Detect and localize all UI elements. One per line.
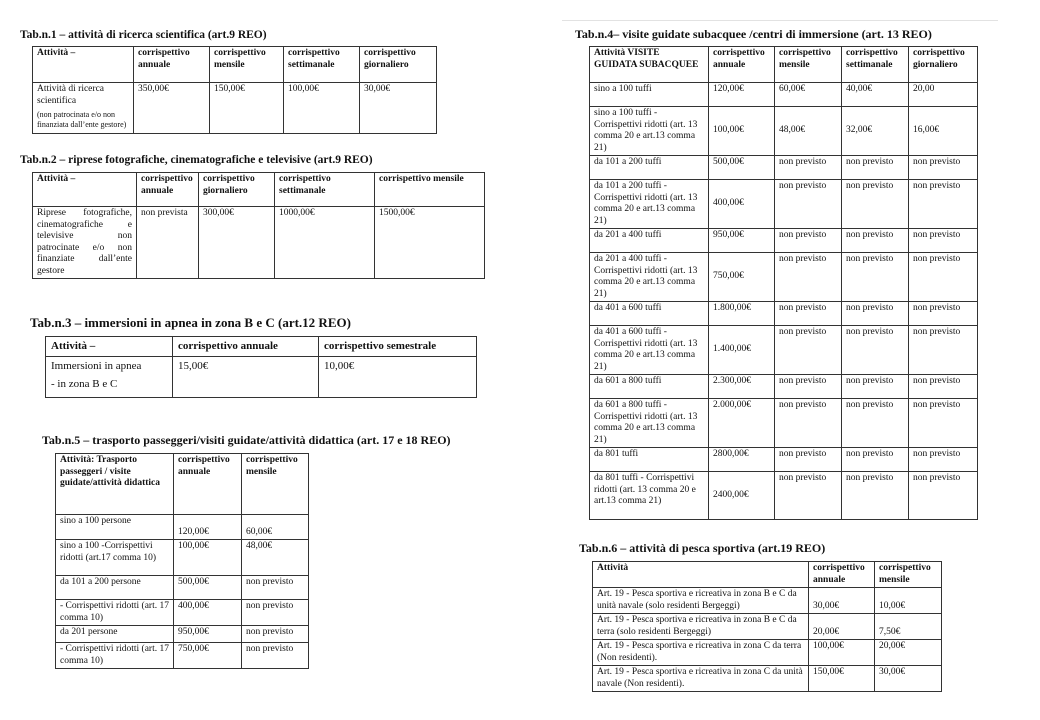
t3-activity-line: - in zona B e C [51, 378, 118, 390]
t6-cell: 30,00€ [875, 666, 942, 692]
t1-value: 30,00€ [360, 83, 437, 134]
t4-row [590, 156, 978, 180]
t2-activity: Riprese fotografiche, cinematografiche e televisive non patrocinate e/o non finanziate dall’ente gestore [33, 207, 137, 279]
t6-cell: 10,00€ [875, 588, 942, 614]
t4-cell: 1.800,00€ [709, 302, 775, 326]
t4-cell: non previsto [775, 180, 842, 229]
table5 [55, 453, 309, 669]
t5-cell: sino a 100 persone [56, 515, 174, 540]
t4-cell: non previsto [775, 448, 842, 472]
t2-value: 1000,00€ [275, 207, 375, 279]
t1-activity-note: (non patrocinata e/o non finanziata dall’ente gestore) [37, 110, 127, 129]
t4-cell: sino a 100 tuffi - Corrispettivi ridotti (art. 13 comma 20 e art.13 comma 21) [590, 107, 709, 156]
t4-cell: 120,00€ [709, 83, 775, 107]
t4-row [590, 83, 978, 107]
t4-cell: 40,00€ [842, 83, 909, 107]
t4-header: Attività VISITE GUIDATA SUBACQUEE [590, 47, 709, 83]
t3-value: 10,00€ [319, 357, 477, 398]
table3 [45, 336, 477, 398]
t4-cell: 1.400,00€ [709, 326, 775, 375]
table1 [32, 46, 437, 134]
t4-cell: da 601 a 800 tuffi [590, 375, 709, 399]
table4-title: Tab.n.4– visite guidate subacquee /centri di immersione (art. 13 REO) [575, 27, 932, 41]
t2-header: corrispettivo giornaliero [199, 173, 275, 207]
t4-cell: non previsto [842, 180, 909, 229]
t6-cell: Art. 19 - Pesca sportiva e ricreativa in zona C da unità navale (Non residenti). [593, 666, 809, 692]
t4-cell: 2400,00€ [709, 472, 775, 520]
t4-row [590, 180, 978, 229]
t4-cell: da 101 a 200 tuffi - Corrispettivi ridotti (art. 13 comma 20 e art.13 comma 21) [590, 180, 709, 229]
t1-header: corrispettivo mensile [210, 47, 284, 83]
t1-activity: Attività di ricerca scientifica [37, 84, 104, 106]
t4-cell: non previsto [775, 399, 842, 448]
t4-cell: non previsto [909, 399, 978, 448]
t4-cell: non previsto [909, 448, 978, 472]
t5-cell: - Corrispettivi ridotti (art. 17 comma 10) [56, 643, 174, 669]
t5-cell: non previsto [242, 626, 309, 643]
t4-cell: 2.000,00€ [709, 399, 775, 448]
t1-activity-cell [33, 83, 134, 134]
t5-row [56, 515, 309, 540]
t1-value: 150,00€ [210, 83, 284, 134]
t6-cell: 20,00€ [809, 614, 875, 640]
t4-cell: non previsto [909, 156, 978, 180]
t2-header: corrispettivo settimanale [275, 173, 375, 207]
table6-title: Tab.n.6 – attività di pesca sportiva (art.19 REO) [579, 541, 826, 555]
t5-cell: 60,00€ [242, 515, 309, 540]
t5-cell: non previsto [242, 643, 309, 669]
t4-row [590, 107, 978, 156]
t2-value: 1500,00€ [375, 207, 485, 279]
t4-cell: non previsto [909, 326, 978, 375]
t4-row [590, 302, 978, 326]
t3-header: corrispettivo annuale [173, 337, 319, 357]
t4-cell: non previsto [775, 253, 842, 302]
t3-activity-line: Immersioni in apnea [51, 360, 142, 372]
t4-cell: 400,00€ [709, 180, 775, 229]
t3-header: corrispettivo semestrale [319, 337, 477, 357]
t5-cell: sino a 100 -Corrispettivi ridotti (art.17 comma 10) [56, 540, 174, 576]
t6-cell: Art. 19 - Pesca sportiva e ricreativa in zona B e C da unità navale (solo residenti Bergeggi) [593, 588, 809, 614]
t5-row [56, 540, 309, 576]
t5-cell: - Corrispettivi ridotti (art. 17 comma 10) [56, 600, 174, 626]
table1-title: Tab.n.1 – attività di ricerca scientifica (art.9 REO) [20, 29, 267, 41]
t5-cell: 750,00€ [174, 643, 242, 669]
t1-header: Attività – [33, 47, 134, 83]
t4-cell: 32,00€ [842, 107, 909, 156]
t1-value: 350,00€ [134, 83, 210, 134]
t4-cell: 750,00€ [709, 253, 775, 302]
t5-cell: 48,00€ [242, 540, 309, 576]
t3-value: 15,00€ [173, 357, 319, 398]
t4-row [590, 375, 978, 399]
t6-cell: 150,00€ [809, 666, 875, 692]
t4-row [590, 448, 978, 472]
t5-cell: 120,00€ [174, 515, 242, 540]
t4-cell: non previsto [909, 253, 978, 302]
t4-cell: non previsto [909, 472, 978, 520]
t4-cell: non previsto [842, 472, 909, 520]
t3-activity-cell [46, 357, 173, 398]
t4-cell: non previsto [775, 229, 842, 253]
t6-cell: 7,50€ [875, 614, 942, 640]
t5-row [56, 576, 309, 600]
t4-cell: non previsto [842, 326, 909, 375]
t6-cell: 20,00€ [875, 640, 942, 666]
t4-cell: non previsto [842, 253, 909, 302]
t4-row [590, 253, 978, 302]
t4-row [590, 399, 978, 448]
t4-cell: 20,00 [909, 83, 978, 107]
t4-header: corrispettivo settimanale [842, 47, 909, 83]
t4-cell: non previsto [842, 302, 909, 326]
t4-header: corrispettivo giornaliero [909, 47, 978, 83]
t4-cell: da 201 a 400 tuffi - Corrispettivi ridotti (art. 13 comma 20 e art.13 comma 21) [590, 253, 709, 302]
t6-row [593, 640, 942, 666]
t6-cell: Art. 19 - Pesca sportiva e ricreativa in zona C da terra (Non residenti). [593, 640, 809, 666]
t4-cell: non previsto [842, 375, 909, 399]
t4-cell: 100,00€ [709, 107, 775, 156]
t4-cell: da 201 a 400 tuffi [590, 229, 709, 253]
t1-header: corrispettivo giornaliero [360, 47, 437, 83]
t4-cell: non previsto [909, 375, 978, 399]
t6-cell: 100,00€ [809, 640, 875, 666]
t6-cell: Art. 19 - Pesca sportiva e ricreativa in zona B e C da terra (solo residenti Bergeggi) [593, 614, 809, 640]
t5-cell: 100,00€ [174, 540, 242, 576]
table3-title: Tab.n.3 – immersioni in apnea in zona B e C (art.12 REO) [30, 315, 351, 330]
table2-title: Tab.n.2 – riprese fotografiche, cinematografiche e televisive (art.9 REO) [20, 154, 373, 166]
t4-cell: non previsto [775, 302, 842, 326]
table5-title: Tab.n.5 – trasporto passeggeri/visiti guidate/attività didattica (art. 17 e 18 REO) [42, 433, 451, 447]
table4 [589, 46, 978, 520]
t5-row [56, 643, 309, 669]
t6-header: corrispettivo annuale [809, 562, 875, 588]
t5-header: corrispettivo annuale [174, 454, 242, 515]
t4-cell: non previsto [842, 156, 909, 180]
t5-row [56, 600, 309, 626]
t2-header: Attività – [33, 173, 137, 207]
t4-cell: 60,00€ [775, 83, 842, 107]
t5-cell: non previsto [242, 576, 309, 600]
t1-value: 100,00€ [284, 83, 360, 134]
t4-cell: da 801 tuffi [590, 448, 709, 472]
t5-header: Attività: Trasporto passeggeri / visite guidate/attività didattica [56, 454, 174, 515]
t6-row [593, 614, 942, 640]
t4-cell: non previsto [775, 375, 842, 399]
t4-row [590, 229, 978, 253]
t5-header: corrispettivo mensile [242, 454, 309, 515]
t2-value: non prevista [137, 207, 199, 279]
t5-cell: 950,00€ [174, 626, 242, 643]
t5-cell: da 101 a 200 persone [56, 576, 174, 600]
t1-header: corrispettivo settimanale [284, 47, 360, 83]
t4-cell: sino a 100 tuffi [590, 83, 709, 107]
t4-row [590, 326, 978, 375]
t5-cell: 400,00€ [174, 600, 242, 626]
t4-cell: da 401 a 600 tuffi [590, 302, 709, 326]
t2-value: 300,00€ [199, 207, 275, 279]
t4-cell: non previsto [775, 326, 842, 375]
t6-cell: 30,00€ [809, 588, 875, 614]
t4-cell: 2.300,00€ [709, 375, 775, 399]
t4-cell: 16,00€ [909, 107, 978, 156]
t6-row [593, 666, 942, 692]
t4-cell: non previsto [842, 448, 909, 472]
t4-cell: 48,00€ [775, 107, 842, 156]
t2-header: corrispettivo annuale [137, 173, 199, 207]
table2 [32, 172, 485, 279]
t4-cell: non previsto [909, 229, 978, 253]
table6 [592, 561, 942, 692]
t4-cell: da 801 tuffi - Corrispettivi ridotti (art. 13 comma 20 e art.13 comma 21) [590, 472, 709, 520]
t4-cell: 500,00€ [709, 156, 775, 180]
t4-cell: 950,00€ [709, 229, 775, 253]
t5-cell: non previsto [242, 600, 309, 626]
t4-cell: da 101 a 200 tuffi [590, 156, 709, 180]
t3-header: Attività – [46, 337, 173, 357]
t4-cell: non previsto [842, 399, 909, 448]
t4-cell: non previsto [842, 229, 909, 253]
t4-cell: non previsto [909, 180, 978, 229]
t4-header: corrispettivo annuale [709, 47, 775, 83]
t6-header: corrispettivo mensile [875, 562, 942, 588]
t4-cell: da 601 a 800 tuffi - Corrispettivi ridotti (art. 13 comma 20 e art.13 comma 21) [590, 399, 709, 448]
t4-cell: non previsto [775, 472, 842, 520]
t6-row [593, 588, 942, 614]
t5-cell: 500,00€ [174, 576, 242, 600]
t4-cell: 2800,00€ [709, 448, 775, 472]
t4-cell: da 401 a 600 tuffi - Corrispettivi ridotti (art. 13 comma 20 e art.13 comma 21) [590, 326, 709, 375]
separator-line [562, 20, 998, 21]
t4-row [590, 472, 978, 520]
t4-cell: non previsto [909, 302, 978, 326]
t5-cell: da 201 persone [56, 626, 174, 643]
t6-header: Attività [593, 562, 809, 588]
t1-header: corrispettivo annuale [134, 47, 210, 83]
t5-row [56, 626, 309, 643]
t4-header: corrispettivo mensile [775, 47, 842, 83]
t4-cell: non previsto [775, 156, 842, 180]
t2-header: corrispettivo mensile [375, 173, 485, 207]
